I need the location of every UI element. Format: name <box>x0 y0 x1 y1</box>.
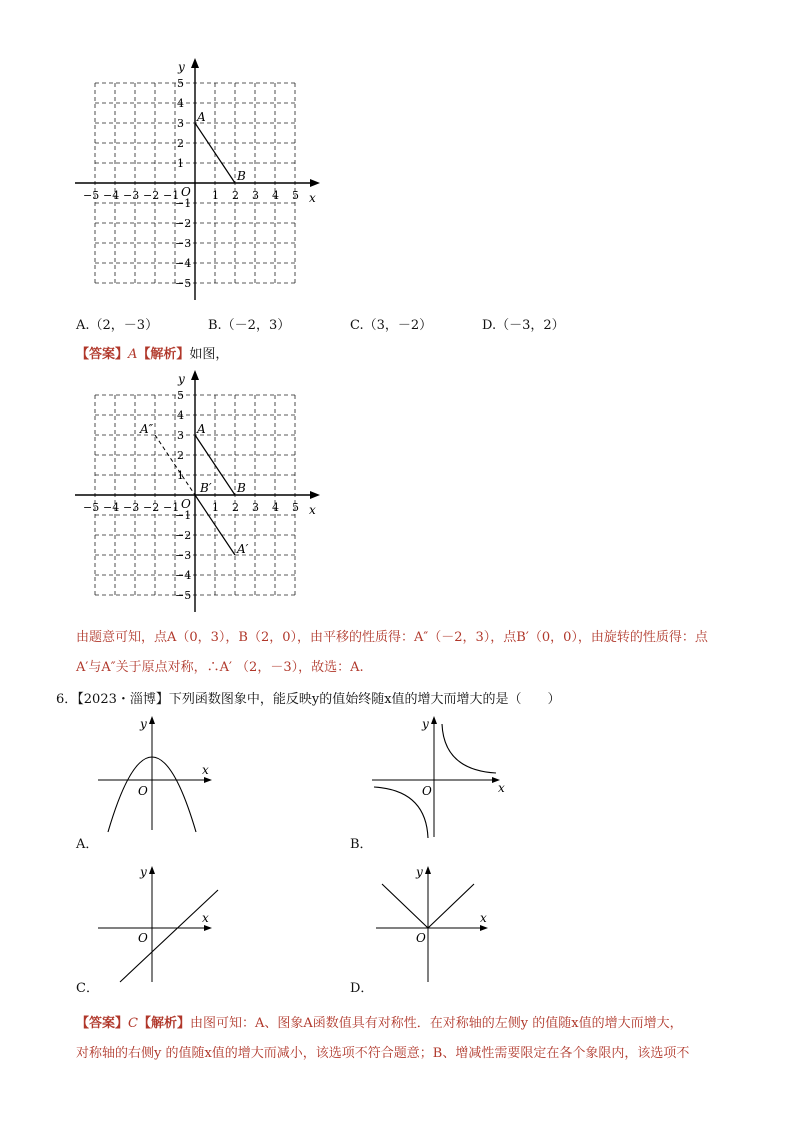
x-tick-label: 4 <box>272 501 279 514</box>
option-a[interactable]: A.（2，－3） <box>76 318 159 333</box>
y-tick-label: −2 <box>175 217 192 230</box>
x-tick-label: −4 <box>103 189 120 202</box>
x-axis-arrow <box>204 925 212 931</box>
x-tick-label: 3 <box>252 189 259 202</box>
x-tick-label: 3 <box>252 501 259 514</box>
graph-a <box>90 712 230 837</box>
x-tick-label: −5 <box>83 189 100 202</box>
x-axis-label: x <box>202 911 209 925</box>
y-axis-arrow <box>191 58 199 68</box>
y-axis-label: y <box>422 717 429 731</box>
hyperbola-branch-q1 <box>442 724 496 773</box>
y-axis-label: y <box>140 717 147 731</box>
analysis-tag: 【解析】 <box>137 1016 190 1031</box>
y-axis-arrow <box>149 866 155 874</box>
x-tick-label: 2 <box>232 501 239 514</box>
y-tick-label: −3 <box>175 549 192 562</box>
point-b-prime-label: B′ <box>200 481 212 495</box>
label-c[interactable]: C． <box>76 981 99 996</box>
coordinate-grid-1 <box>60 55 330 305</box>
x-axis-arrow <box>204 777 212 783</box>
x-tick-label: −4 <box>103 501 120 514</box>
y-axis-label: y <box>140 865 147 879</box>
y-tick-label: −3 <box>175 237 192 250</box>
hyperbola-branch-q3 <box>374 787 428 838</box>
y-axis-arrow <box>149 716 155 724</box>
analysis-tag: 【解析】 <box>137 347 190 362</box>
q5-answer-line <box>76 343 228 362</box>
y-tick-label: 5 <box>177 389 184 402</box>
x-tick-label: −1 <box>163 501 180 514</box>
point-a-double-prime-label: A″ <box>140 422 154 436</box>
y-axis-arrow <box>431 716 437 724</box>
y-tick-label: −1 <box>175 197 192 210</box>
x-axis-label: x <box>480 911 487 925</box>
x-tick-label: 2 <box>232 189 239 202</box>
point-a-label: A <box>197 110 206 124</box>
x-axis-label: x <box>202 763 209 777</box>
graph-b <box>370 712 515 842</box>
y-tick-label: 4 <box>177 97 184 110</box>
x-tick-label: 1 <box>212 501 219 514</box>
origin-label: O <box>416 931 426 945</box>
y-axis-label: y <box>416 865 423 879</box>
x-axis-label: x <box>309 503 316 517</box>
option-c[interactable]: C.（3，－2） <box>350 318 433 333</box>
y-tick-label: 1 <box>177 157 184 170</box>
x-tick-label: −2 <box>143 189 160 202</box>
graph-c <box>90 862 230 987</box>
answer-tag: 【答案】 <box>76 347 129 362</box>
q6-source: 【2023・淄博】 <box>77 692 169 707</box>
option-b[interactable]: B.（－2，3） <box>208 318 291 333</box>
answer-letter: C <box>128 1016 138 1031</box>
y-axis-arrow <box>191 370 199 380</box>
q5-explanation-line-1: 由题意可知，点A（0，3），B（2，0），由平移的性质得：A″（－2，3），点B′（0，0），由旋转的性质得：点 <box>76 630 708 645</box>
coordinate-grid-2 <box>60 367 330 617</box>
y-tick-label: 5 <box>177 77 184 90</box>
y-tick-label: 1 <box>177 469 184 482</box>
origin-label: O <box>181 497 191 511</box>
y-tick-label: 4 <box>177 409 184 422</box>
x-tick-label: −3 <box>123 501 140 514</box>
answer-text: 由图可知：A、图象A函数值具有对称性．在对称轴的左侧y 的值随x值的增大而增大， <box>189 1016 683 1031</box>
y-tick-label: −5 <box>175 589 192 602</box>
point-a-prime-label: A′ <box>237 542 249 556</box>
label-d[interactable]: D． <box>350 981 374 996</box>
q5-explanation-line-2: A′与A″关于原点对称，∴A′ （2，－3），故选：A. <box>76 660 364 675</box>
y-tick-label: 3 <box>177 117 184 130</box>
q6-answer-line-1 <box>76 1012 683 1031</box>
x-tick-label: 1 <box>212 189 219 202</box>
graph-d <box>368 862 508 987</box>
x-axis-arrow <box>480 925 488 931</box>
point-b-label: B <box>237 169 246 183</box>
origin-label: O <box>181 185 191 199</box>
answer-text: 如图， <box>189 347 229 362</box>
q6-question: 下列函数图象中，能反映y的值始终随x值的增大而增大的是（ ） <box>168 692 561 707</box>
x-axis-arrow <box>310 491 320 499</box>
x-axis-arrow <box>310 179 320 187</box>
x-tick-label: −2 <box>143 501 160 514</box>
x-tick-label: 4 <box>272 189 279 202</box>
origin-label: O <box>138 784 148 798</box>
label-a[interactable]: A． <box>76 837 99 852</box>
origin-label: O <box>422 784 432 798</box>
y-axis-label: y <box>178 372 185 386</box>
x-axis-label: x <box>498 781 505 795</box>
y-tick-label: 2 <box>177 137 184 150</box>
point-b-label: B <box>237 481 246 495</box>
increasing-line <box>120 890 218 982</box>
q6-number: 6． <box>56 692 78 707</box>
x-tick-label: −5 <box>83 501 100 514</box>
x-axis-label: x <box>309 191 316 205</box>
y-tick-label: −4 <box>175 257 192 270</box>
y-axis-label: y <box>178 60 185 74</box>
y-tick-label: −5 <box>175 277 192 290</box>
point-a-label: A <box>197 422 206 436</box>
q6-answer-line-2: 对称轴的右侧y 的值随x值的增大而减小，该选项不符合题意；B、增减性需要限定在各个象限内，该选项不 <box>76 1046 690 1061</box>
option-d[interactable]: D.（－3，2） <box>482 318 565 333</box>
x-tick-label: 5 <box>292 501 299 514</box>
x-tick-label: −1 <box>163 189 180 202</box>
y-tick-label: −2 <box>175 529 192 542</box>
label-b[interactable]: B． <box>350 837 373 852</box>
x-tick-label: −3 <box>123 189 140 202</box>
y-tick-label: 3 <box>177 429 184 442</box>
y-tick-label: −4 <box>175 569 192 582</box>
x-tick-label: 5 <box>292 189 299 202</box>
y-tick-label: −1 <box>175 509 192 522</box>
q6-stem <box>56 688 561 707</box>
answer-tag: 【答案】 <box>76 1016 129 1031</box>
origin-label: O <box>138 931 148 945</box>
y-axis-arrow <box>425 866 431 874</box>
answer-letter: A <box>128 347 138 362</box>
y-tick-label: 2 <box>177 449 184 462</box>
